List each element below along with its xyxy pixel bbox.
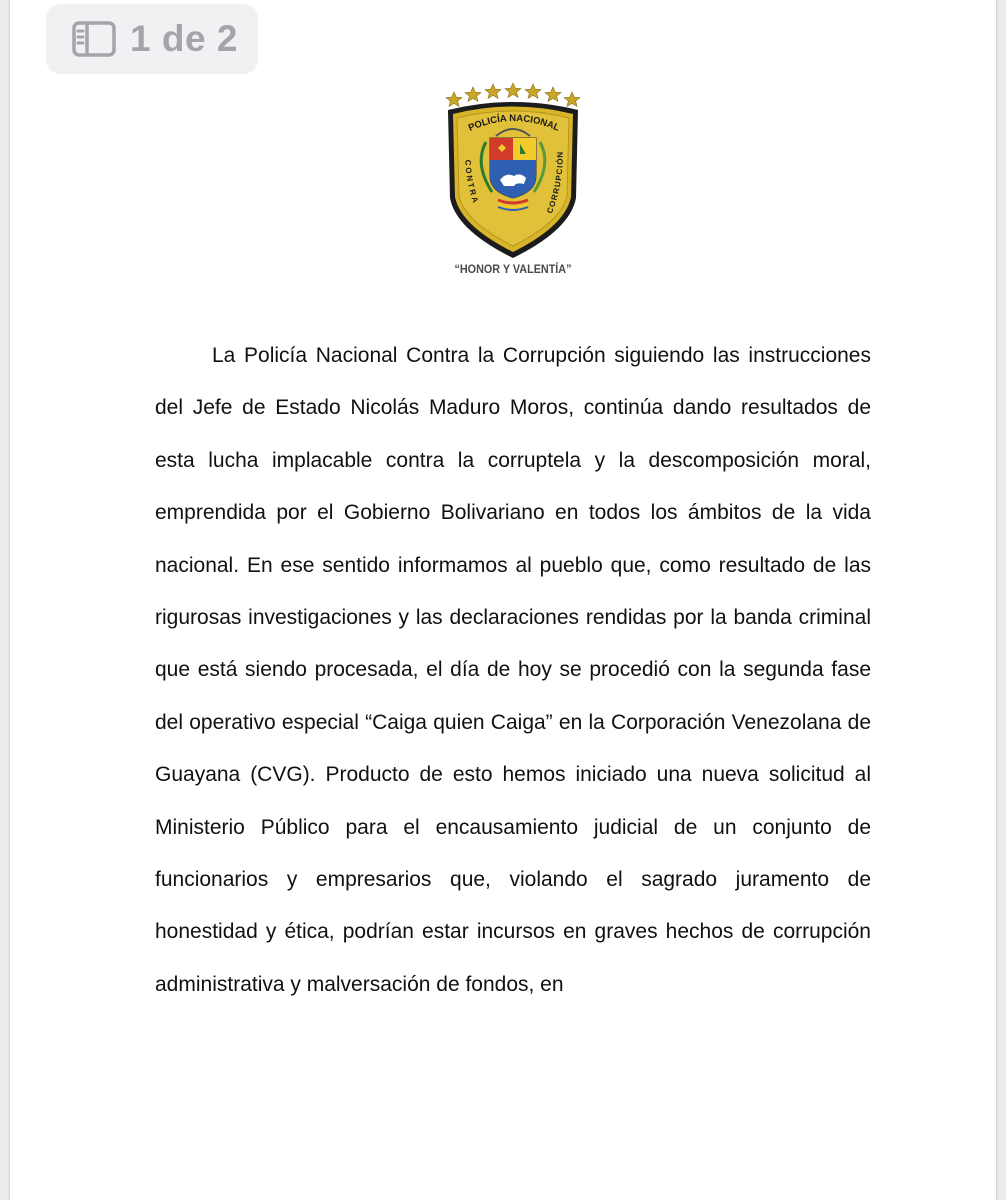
svg-text:CORRUPCIÓN [545, 151, 565, 215]
document-page[interactable] [10, 0, 996, 1200]
logo-right-text: CORRUPCIÓN [545, 150, 565, 215]
logo-top-text: POLICÍA NACIONAL [466, 112, 562, 134]
page-counter-button[interactable] [46, 4, 258, 74]
page-counter-label: 1 de 2 [130, 18, 238, 59]
body-paragraph: La Policía Nacional Contra la Corrupción siguiendo las instrucciones del Jefe de Estado Nicolás Maduro Moros, continúa dando resultados de esta lucha implacable contra la corruptela y la descomposición moral, emprendida por el Gobierno Bolivariano en todos los ámbitos de la vida nacional. En ese sentido informamos al pueblo que, como resultado de las rigurosas investigaciones y las declaraciones rendidas por la banda criminal que está siendo procesada, el día de hoy se procedió con la segunda fase del operativo especial “Caiga quien Caiga” en la Corporación Venezolana de Guayana (CVG). Producto de esto hemos iniciado una nueva solicitud al Ministerio Público para el encausamiento judicial de un conjunto de funcionarios y empresarios que, violando el sagrado juramento de honestidad y ética, podrían estar incursos en graves hechos de corrupción administrativa y malversación de fondos, en [155, 344, 871, 996]
sidebar-icon[interactable] [72, 21, 116, 57]
svg-text:POLICÍA NACIONAL [467, 113, 562, 134]
police-logo [440, 80, 586, 280]
motto-text: “HONOR Y VALENTÍA” [454, 262, 572, 276]
svg-text:CONTRA [463, 160, 480, 206]
logo-left-text: CONTRA [463, 159, 481, 206]
logo-text-layer [440, 80, 586, 280]
